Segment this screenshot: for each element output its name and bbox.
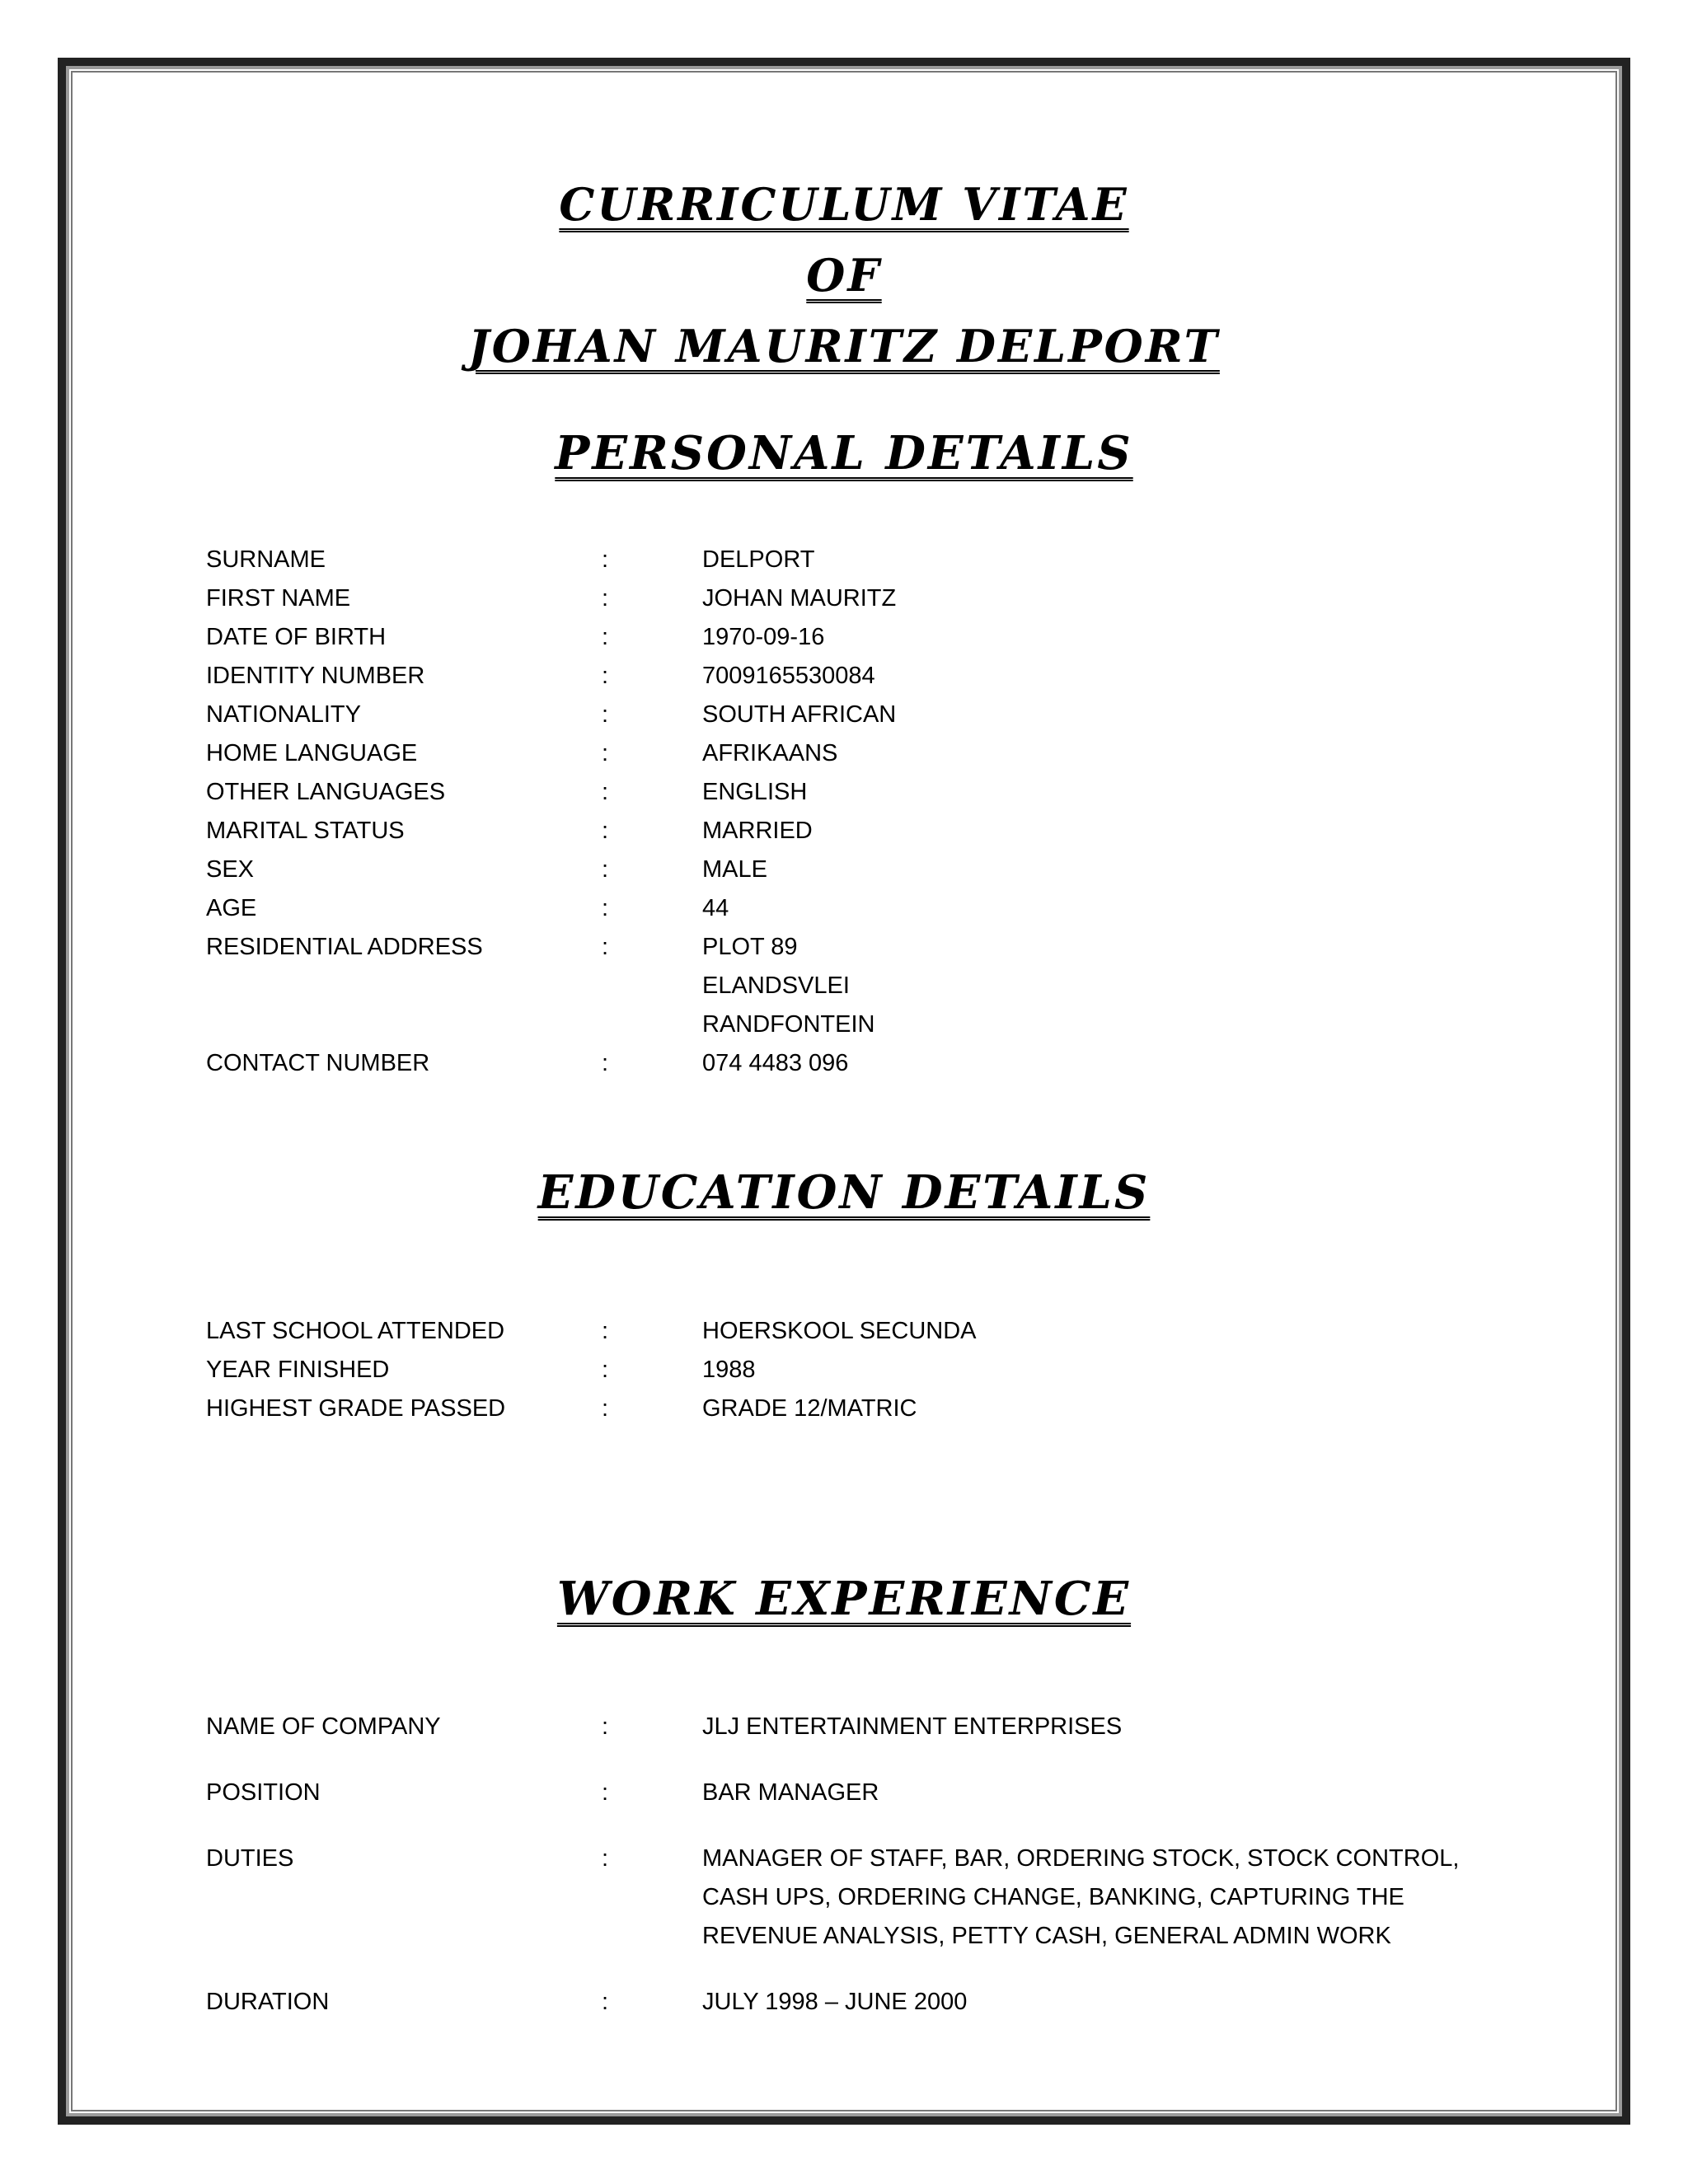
separator: : <box>602 1779 609 1806</box>
detail-value: SOUTH AFRICAN <box>702 701 897 728</box>
address-line: PLOT 89 <box>702 934 798 960</box>
separator: : <box>602 1050 609 1076</box>
detail-row <box>206 734 1525 773</box>
separator: : <box>602 701 609 728</box>
duration-row <box>206 1983 1525 2022</box>
detail-value: DELPORT <box>702 546 815 573</box>
detail-value: MARRIED <box>702 818 813 844</box>
separator: : <box>602 895 609 921</box>
title-line-2: OF <box>806 249 882 302</box>
detail-row <box>206 812 1525 851</box>
duties-line: CASH UPS, ORDERING CHANGE, BANKING, CAPTURING THE <box>702 1884 1404 1910</box>
separator: : <box>602 856 609 883</box>
personal-details-table <box>206 541 1525 1083</box>
position-value: BAR MANAGER <box>702 1779 879 1806</box>
detail-label: HOME LANGUAGE <box>206 740 418 766</box>
detail-row <box>206 579 1525 618</box>
contact-value: 074 4483 096 <box>702 1050 849 1076</box>
address-label: RESIDENTIAL ADDRESS <box>206 934 483 960</box>
separator: : <box>602 1357 609 1383</box>
separator: : <box>602 624 609 650</box>
detail-row <box>206 1351 1525 1390</box>
education-details-table <box>206 1312 1525 1428</box>
address-value <box>702 928 1525 1044</box>
education-details-heading-block <box>0 1158 1688 1227</box>
detail-value: AFRIKAANS <box>702 740 838 766</box>
separator: : <box>602 546 609 573</box>
detail-row <box>206 773 1525 812</box>
separator: : <box>602 934 609 960</box>
detail-row <box>206 618 1525 657</box>
work-experience-table <box>206 1708 1525 2022</box>
detail-value: 1970-09-16 <box>702 624 825 650</box>
detail-label: LAST SCHOOL ATTENDED <box>206 1318 505 1344</box>
separator: : <box>602 1318 609 1344</box>
separator: : <box>602 663 609 689</box>
duration-value: JULY 1998 – JUNE 2000 <box>702 1989 968 2015</box>
separator: : <box>602 779 609 805</box>
address-line: ELANDSVLEI <box>702 972 850 999</box>
detail-label: IDENTITY NUMBER <box>206 663 425 689</box>
duties-row <box>206 1840 1525 1956</box>
detail-row <box>206 851 1525 889</box>
detail-label: AGE <box>206 895 257 921</box>
detail-label: NATIONALITY <box>206 701 361 728</box>
separator: : <box>602 585 609 612</box>
company-label: NAME OF COMPANY <box>206 1713 441 1740</box>
cv-title <box>0 169 1688 382</box>
detail-row <box>206 696 1525 734</box>
detail-row <box>206 1312 1525 1351</box>
work-experience-heading: WORK EXPERIENCE <box>556 1572 1132 1626</box>
duties-line: REVENUE ANALYSIS, PETTY CASH, GENERAL ADMIN WORK <box>702 1923 1391 1949</box>
address-line: RANDFONTEIN <box>702 1011 875 1038</box>
detail-label: SURNAME <box>206 546 326 573</box>
address-row <box>206 928 1525 1044</box>
detail-value: 7009165530084 <box>702 663 875 689</box>
contact-row <box>206 1044 1525 1083</box>
separator: : <box>602 1845 609 1872</box>
detail-label: MARITAL STATUS <box>206 818 405 844</box>
company-row <box>206 1708 1525 1746</box>
duration-label: DURATION <box>206 1989 330 2015</box>
detail-label: FIRST NAME <box>206 585 351 612</box>
duties-line: MANAGER OF STAFF, BAR, ORDERING STOCK, STOCK CONTROL, <box>702 1845 1460 1872</box>
education-details-heading: EDUCATION DETAILS <box>537 1165 1151 1220</box>
position-label: POSITION <box>206 1779 321 1806</box>
detail-row <box>206 1390 1525 1428</box>
detail-label: SEX <box>206 856 255 883</box>
separator: : <box>602 1989 609 2015</box>
personal-details-heading-block <box>0 419 1688 488</box>
detail-value: 1988 <box>702 1357 756 1383</box>
separator: : <box>602 818 609 844</box>
work-experience-heading-block <box>0 1564 1688 1633</box>
company-value: JLJ ENTERTAINMENT ENTERPRISES <box>702 1713 1123 1740</box>
contact-label: CONTACT NUMBER <box>206 1050 430 1076</box>
detail-label: OTHER LANGUAGES <box>206 779 446 805</box>
duties-value <box>702 1840 1525 1956</box>
detail-value: JOHAN MAURITZ <box>702 585 897 612</box>
detail-label: YEAR FINISHED <box>206 1357 390 1383</box>
detail-value: GRADE 12/MATRIC <box>702 1395 917 1422</box>
detail-row <box>206 889 1525 928</box>
detail-label: HIGHEST GRADE PASSED <box>206 1395 506 1422</box>
duties-label: DUTIES <box>206 1845 294 1872</box>
detail-value: HOERSKOOL SECUNDA <box>702 1318 977 1344</box>
detail-row <box>206 657 1525 696</box>
separator: : <box>602 740 609 766</box>
title-line-1: CURRICULUM VITAE <box>559 178 1129 231</box>
title-line-3: JOHAN MAURITZ DELPORT <box>468 320 1220 373</box>
separator: : <box>602 1395 609 1422</box>
detail-row <box>206 541 1525 579</box>
detail-value: MALE <box>702 856 767 883</box>
detail-label: DATE OF BIRTH <box>206 624 387 650</box>
detail-value: 44 <box>702 895 729 921</box>
personal-details-heading: PERSONAL DETAILS <box>555 426 1133 480</box>
detail-value: ENGLISH <box>702 779 808 805</box>
separator: : <box>602 1713 609 1740</box>
position-row <box>206 1774 1525 1812</box>
